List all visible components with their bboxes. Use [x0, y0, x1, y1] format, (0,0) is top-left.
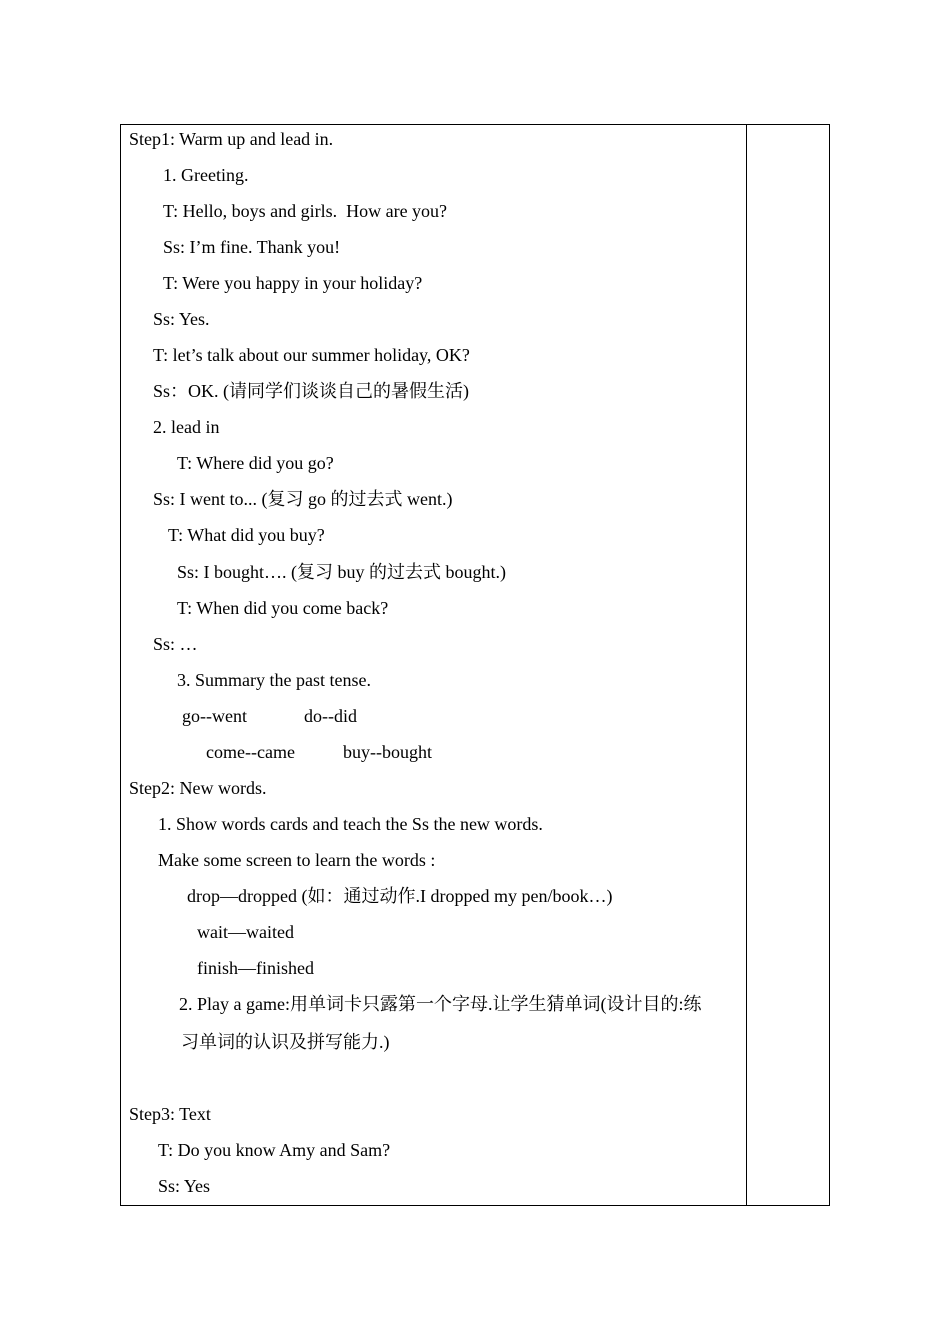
dialogue-line: T: Hello, boys and girls. How are you?: [163, 201, 448, 221]
dialogue-line: Ss: I’m fine. Thank you!: [163, 237, 341, 257]
step2-item: 1. Show words cards and teach the Ss the new words.: [158, 814, 543, 834]
dialogue-line: Ss: I bought…. (复习 buy 的过去式 bought.): [177, 562, 507, 582]
lead-in-title: 2. lead in: [153, 417, 220, 437]
verb-pair: come--came: [206, 742, 295, 762]
step2-item: Make some screen to learn the words :: [158, 850, 436, 870]
summary-title: 3. Summary the past tense.: [177, 670, 371, 690]
dialogue-line: T: Do you know Amy and Sam?: [158, 1140, 391, 1160]
notes-cell: [747, 125, 829, 1205]
dialogue-line: Ss: …: [153, 634, 198, 654]
new-word: drop—dropped (如：通过动作.I dropped my pen/book…): [187, 886, 613, 906]
greeting-title: 1. Greeting.: [163, 165, 249, 185]
dialogue-line: Ss: Yes.: [153, 309, 210, 329]
step1-heading: Step1: Warm up and lead in.: [129, 129, 334, 149]
lesson-plan-table: [120, 124, 830, 1206]
dialogue-line: T: What did you buy?: [168, 525, 325, 545]
step2-item: 2. Play a game:用单词卡只露第一个字母.让学生猜单词(设计目的:练: [179, 994, 702, 1014]
dialogue-line: Ss：OK. (请同学们谈谈自己的暑假生活): [153, 381, 470, 401]
dialogue-line: Ss: Yes: [158, 1176, 211, 1196]
verb-pair: buy--bought: [343, 742, 432, 762]
dialogue-line: T: Were you happy in your holiday?: [163, 273, 423, 293]
verb-pair: do--did: [304, 706, 357, 726]
lesson-content-cell: [121, 125, 747, 1205]
dialogue-line: T: When did you come back?: [177, 598, 389, 618]
step3-heading: Step3: Text: [129, 1104, 211, 1124]
dialogue-line: Ss: I went to... (复习 go 的过去式 went.): [153, 489, 453, 509]
step2-heading: Step2: New words.: [129, 778, 267, 798]
dialogue-line: T: Where did you go?: [177, 453, 334, 473]
new-word: finish—finished: [197, 958, 314, 978]
step2-item: 习单词的认识及拼写能力.): [181, 1032, 390, 1052]
new-word: wait—waited: [197, 922, 294, 942]
verb-pair: go--went: [182, 706, 247, 726]
dialogue-line: T: let’s talk about our summer holiday, OK?: [153, 345, 470, 365]
